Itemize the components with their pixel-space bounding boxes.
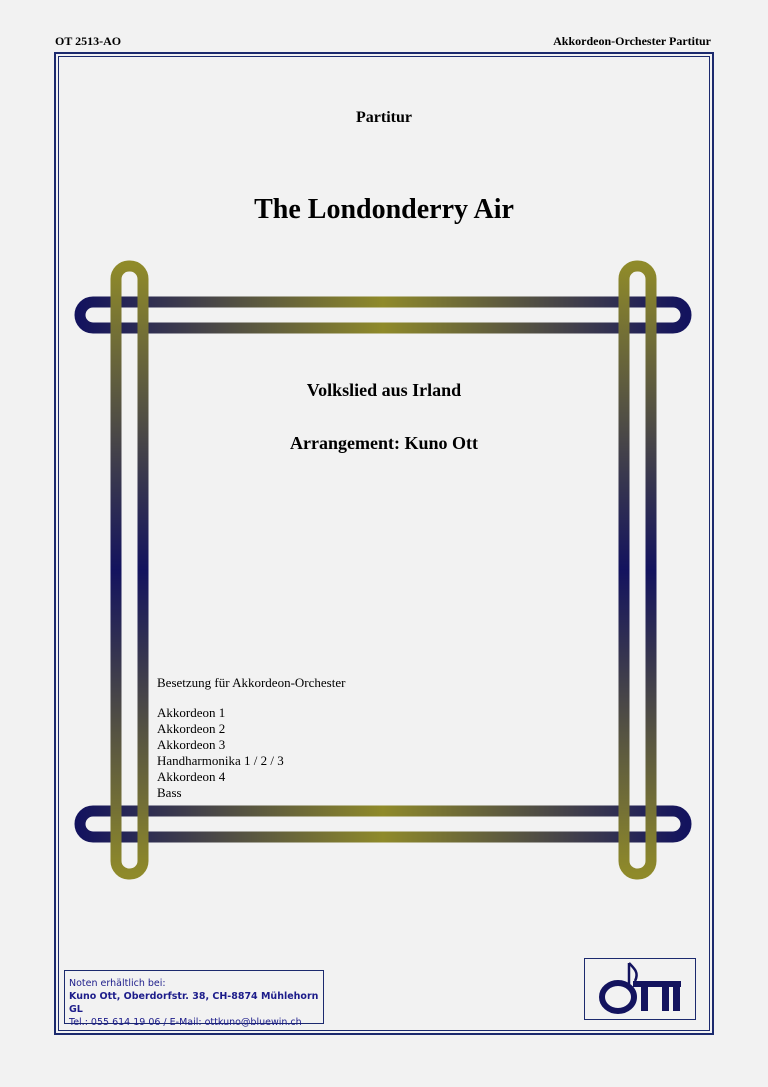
instrumentation-list bbox=[157, 675, 345, 801]
arrangement: Arrangement: Kuno Ott bbox=[290, 433, 478, 453]
contact-intro: Noten erhältlich bei: bbox=[69, 978, 166, 989]
edition-label: Akkordeon-Orchester Partitur bbox=[553, 34, 711, 48]
page-title: The Londonderry Air bbox=[254, 194, 514, 225]
instrumentation-heading: Besetzung für Akkordeon-Orchester bbox=[157, 675, 346, 690]
part-item: Akkordeon 1 bbox=[157, 705, 226, 720]
music-note-icon bbox=[585, 959, 695, 1019]
part-item: Handharmonika 1 / 2 / 3 bbox=[157, 753, 284, 768]
bottom-horizontal-loop bbox=[80, 811, 686, 837]
part-item: Akkordeon 4 bbox=[157, 769, 226, 784]
catalog-number: OT 2513-AO bbox=[55, 34, 122, 48]
subtitle: Volkslied aus Irland bbox=[306, 380, 462, 400]
left-vertical-loop bbox=[116, 266, 143, 874]
contact-box bbox=[64, 970, 324, 1028]
right-vertical-loop bbox=[624, 266, 651, 874]
part-item: Akkordeon 2 bbox=[157, 721, 226, 736]
top-horizontal-loop bbox=[80, 302, 686, 328]
publisher-logo bbox=[584, 958, 696, 1020]
score-label: Partitur bbox=[356, 109, 412, 126]
contact-address: Kuno Ott, Oberdorfstr. 38, CH-8874 Mühlehorn GL bbox=[69, 991, 319, 1015]
part-item: Bass bbox=[157, 785, 182, 800]
contact-phone-email: Tel.: 055 614 19 06 / E-Mail: ottkuno@bluewin.ch bbox=[69, 1017, 302, 1028]
part-item: Akkordeon 3 bbox=[157, 737, 226, 752]
